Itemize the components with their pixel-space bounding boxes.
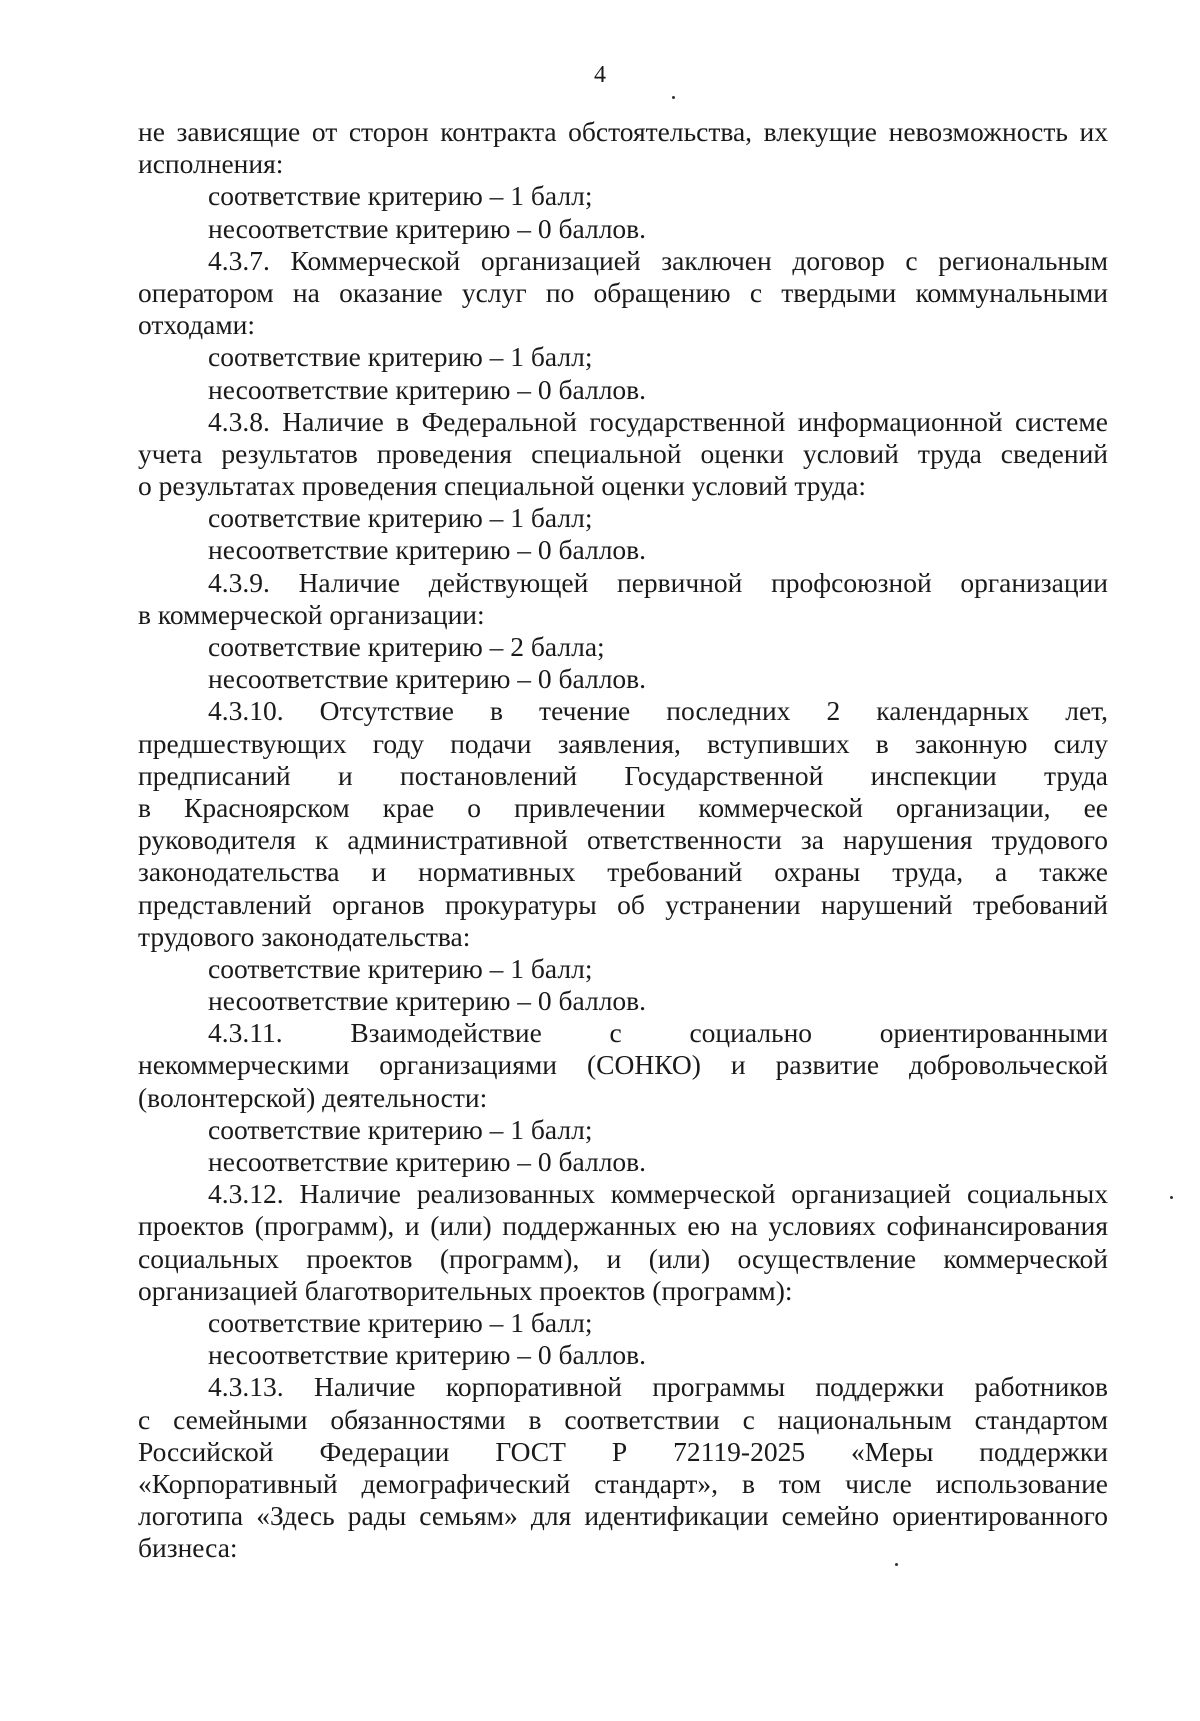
text-line: соответствие критерию – 1 балл; — [208, 341, 593, 373]
text-line: законодательства и нормативных требований охраны труда, а также — [138, 856, 1108, 888]
text-line: (волонтерской) деятельности: — [138, 1081, 488, 1113]
text-line: 4.3.10. Отсутствие в течение последних 2 календарных лет, — [208, 695, 1108, 727]
text-line: логотипа «Здесь рады семьям» для идентификации семейно ориентированного — [138, 1500, 1108, 1532]
text-line: оператором на оказание услуг по обращению с твердыми коммунальными — [138, 276, 1108, 308]
text-line: учета результатов проведения специальной оценки условий труда сведений — [138, 437, 1108, 469]
scan-speck — [1170, 1196, 1173, 1199]
text-line: предшествующих году подачи заявления, вступивших в законную силу — [138, 727, 1108, 759]
text-line: о результатах проведения специальной оценки условий труда: — [138, 470, 867, 502]
text-line: исполнения: — [138, 148, 284, 180]
text-line: «Корпоративный демографический стандарт», в том числе использование — [138, 1467, 1108, 1499]
document-body — [138, 116, 1108, 1564]
text-line: Российской Федерации ГОСТ Р 72119-2025 «Меры поддержки — [138, 1435, 1108, 1467]
text-line: с семейными обязанностями в соответствии с национальным стандартом — [138, 1403, 1108, 1435]
text-line: не зависящие от сторон контракта обстоятельства, влекущие невозможность их — [138, 116, 1108, 147]
text-line: соответствие критерию – 2 балла; — [208, 631, 605, 662]
scan-speck — [895, 1563, 898, 1566]
text-line: в Красноярском крае о привлечении коммерческой организации, ее — [138, 791, 1108, 823]
scan-speck — [672, 96, 675, 99]
text-line: несоответствие критерию – 0 баллов. — [208, 663, 647, 695]
text-line: 4.3.9. Наличие действующей первичной профсоюзной организации — [208, 566, 1108, 598]
text-line: отходами: — [138, 309, 256, 341]
text-line: соответствие критерию – 1 балл; — [208, 1113, 593, 1145]
text-line: несоответствие критерию – 0 баллов. — [208, 985, 647, 1017]
text-line: 4.3.11. Взаимодействие с социально ориентированными — [208, 1017, 1108, 1049]
page-number: 4 — [594, 62, 606, 88]
text-line: 4.3.8. Наличие в Федеральной государственной информационной системе — [208, 405, 1108, 437]
text-line: руководителя к административной ответственности за нарушения трудового — [138, 824, 1108, 856]
text-line: несоответствие критерию – 0 баллов. — [208, 373, 647, 405]
text-line: трудового законодательства: — [138, 920, 471, 952]
text-line: 4.3.12. Наличие реализованных коммерческой организацией социальных — [208, 1178, 1108, 1210]
text-line: организацией благотворительных проектов (программ): — [138, 1274, 793, 1306]
text-line: представлений органов прокуратуры об устранении нарушений требований — [138, 888, 1108, 920]
text-line: социальных проектов (программ), и (или) осуществление коммерческой — [138, 1242, 1108, 1274]
text-line: несоответствие критерию – 0 баллов. — [208, 1146, 647, 1177]
text-line: соответствие критерию – 1 балл; — [208, 502, 593, 534]
text-line: соответствие критерию – 1 балл; — [208, 180, 593, 212]
text-line: соответствие критерию – 1 балл; — [208, 1306, 593, 1338]
text-line: соответствие критерию – 1 балл; — [208, 952, 593, 984]
text-line: некоммерческими организациями (СОНКО) и развитие добровольческой — [138, 1049, 1108, 1081]
text-line: в коммерческой организации: — [138, 598, 485, 630]
text-line: проектов (программ), и (или) поддержанных ею на условиях софинансирования — [138, 1210, 1108, 1242]
text-line: бизнеса: — [138, 1532, 238, 1564]
text-line: несоответствие критерию – 0 баллов. — [208, 212, 647, 244]
text-line: несоответствие критерию – 0 баллов. — [208, 534, 647, 566]
text-line: несоответствие критерию – 0 баллов. — [208, 1339, 647, 1371]
text-line: 4.3.13. Наличие корпоративной программы поддержки работников — [208, 1371, 1108, 1403]
text-line: 4.3.7. Коммерческой организацией заключен договор с региональным — [208, 244, 1108, 276]
text-line: предписаний и постановлений Государственной инспекции труда — [138, 759, 1108, 791]
